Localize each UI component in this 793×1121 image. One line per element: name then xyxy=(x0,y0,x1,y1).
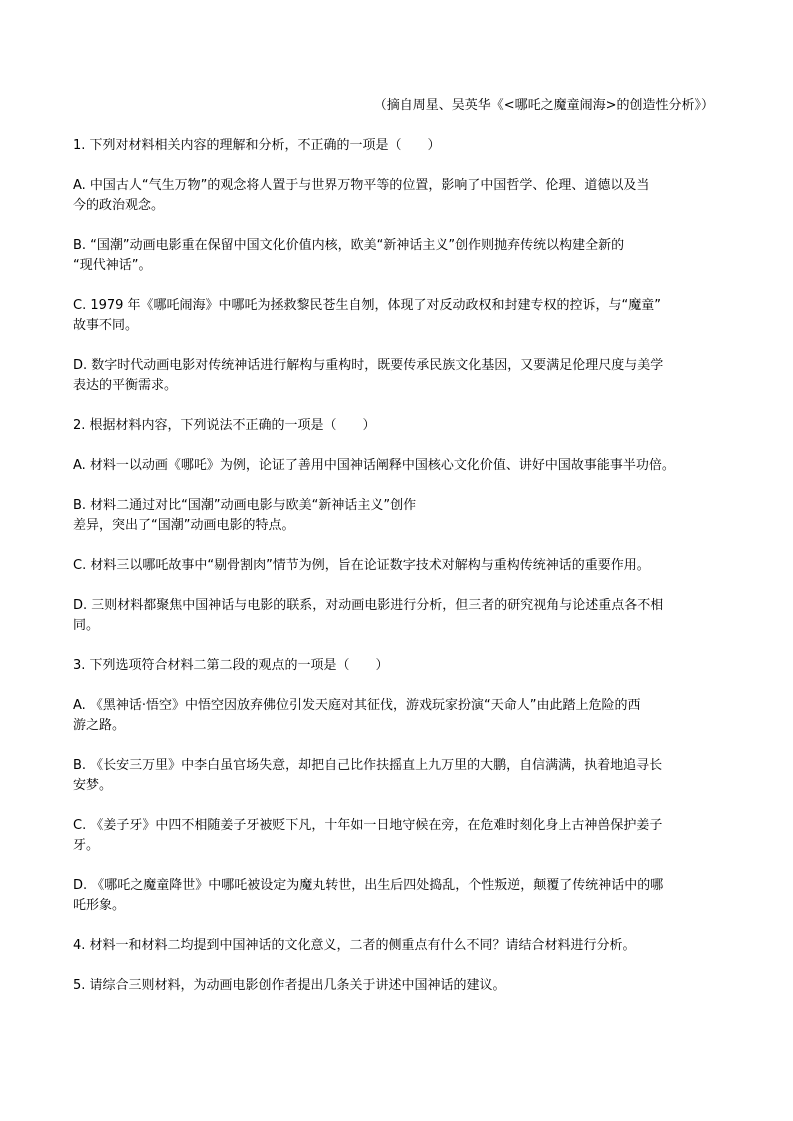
question-3-option-c-line-1: C. 《姜子牙》中四不相随姜子牙被贬下凡，十年如一日地守候在旁，在危难时刻化身上古神兽保护姜子 xyxy=(73,818,663,833)
question-1-option-c-line-2: 故事不同。 xyxy=(73,318,139,333)
question-2-option-a-line-1: A. 材料一以动画《哪吒》为例，论证了善用中国神话阐释中国核心文化价值、讲好中国故事能事半功倍。 xyxy=(73,458,675,473)
question-3-stem: 3. 下列选项符合材料二第二段的观点的一项是（ ） xyxy=(73,658,389,673)
question-1-stem: 1. 下列对材料相关内容的理解和分析，不正确的一项是（ ） xyxy=(73,138,441,153)
question-1-option-c-line-1: C. 1979 年《哪吒闹海》中哪吒为拯救黎民苍生自刎，体现了对反动政权和封建专权的控诉，与“魔童” xyxy=(73,298,662,313)
question-1-option-b-line-2: “现代神话”。 xyxy=(73,258,152,273)
question-1-option-d-line-1: D. 数字时代动画电影对传统神话进行解构与重构时，既要传承民族文化基因，又要满足伦理尺度与美学 xyxy=(73,358,664,373)
question-3-option-c-line-2: 牙。 xyxy=(73,838,100,853)
question-3-option-d-line-1: D. 《哪吒之魔童降世》中哪吒被设定为魔丸转世，出生后四处捣乱，个性叛逆，颠覆了传统神话中的哪 xyxy=(73,878,664,893)
question-4-stem: 4. 材料一和材料二均提到中国神话的文化意义，二者的侧重点有什么不同？请结合材料进行分析。 xyxy=(73,938,636,953)
question-2-option-c-line-1: C. 材料三以哪吒故事中“剔骨割肉”情节为例，旨在论证数字技术对解构与重构传统神话的重要作用。 xyxy=(73,558,650,573)
question-3-option-a-line-1: A. 《黑神话·悟空》中悟空因放弃佛位引发天庭对其征伐，游戏玩家扮演“天命人”由此踏上危险的西 xyxy=(73,698,641,713)
question-3-option-b-line-1: B. 《长安三万里》中李白虽官场失意，却把自己比作扶摇直上九万里的大鹏，自信满满，执着地追寻长 xyxy=(73,758,663,773)
question-1-option-a-line-2: 今的政治观念。 xyxy=(73,198,165,213)
question-3-option-d-line-2: 吒形象。 xyxy=(73,898,126,913)
question-5-stem: 5. 请综合三则材料，为动画电影创作者提出几条关于讲述中国神话的建议。 xyxy=(73,978,506,993)
question-1-option-d-line-2: 表达的平衡需求。 xyxy=(73,378,178,393)
question-2-option-d-line-2: 同。 xyxy=(73,618,100,633)
question-2-option-d-line-1: D. 三则材料都聚焦中国神话与电影的联系，对动画电影进行分析，但三者的研究视角与论述重点各不相 xyxy=(73,598,664,613)
question-1-option-b-line-1: B. “国潮”动画电影重在保留中国文化价值内核，欧美“新神话主义”创作则抛弃传统以构建全新的 xyxy=(73,238,625,253)
question-2-stem: 2. 根据材料内容，下列说法不正确的一项是（ ） xyxy=(73,418,376,433)
question-2-option-b-line-1: B. 材料二通过对比“国潮”动画电影与欧美“新神话主义”创作 xyxy=(73,498,417,513)
question-3-option-b-line-2: 安梦。 xyxy=(73,778,113,793)
question-1-option-a-line-1: A. 中国古人“气生万物”的观念将人置于与世界万物平等的位置，影响了中国哲学、伦理、道德以及当 xyxy=(73,178,650,193)
question-2-option-b-line-2: 差异，突出了“国潮”动画电影的特点。 xyxy=(73,518,295,533)
source-citation: （摘自周星、吴英华《<哪吒之魔童闹海>的创造性分析》） xyxy=(373,98,714,113)
question-3-option-a-line-2: 游之路。 xyxy=(73,718,126,733)
